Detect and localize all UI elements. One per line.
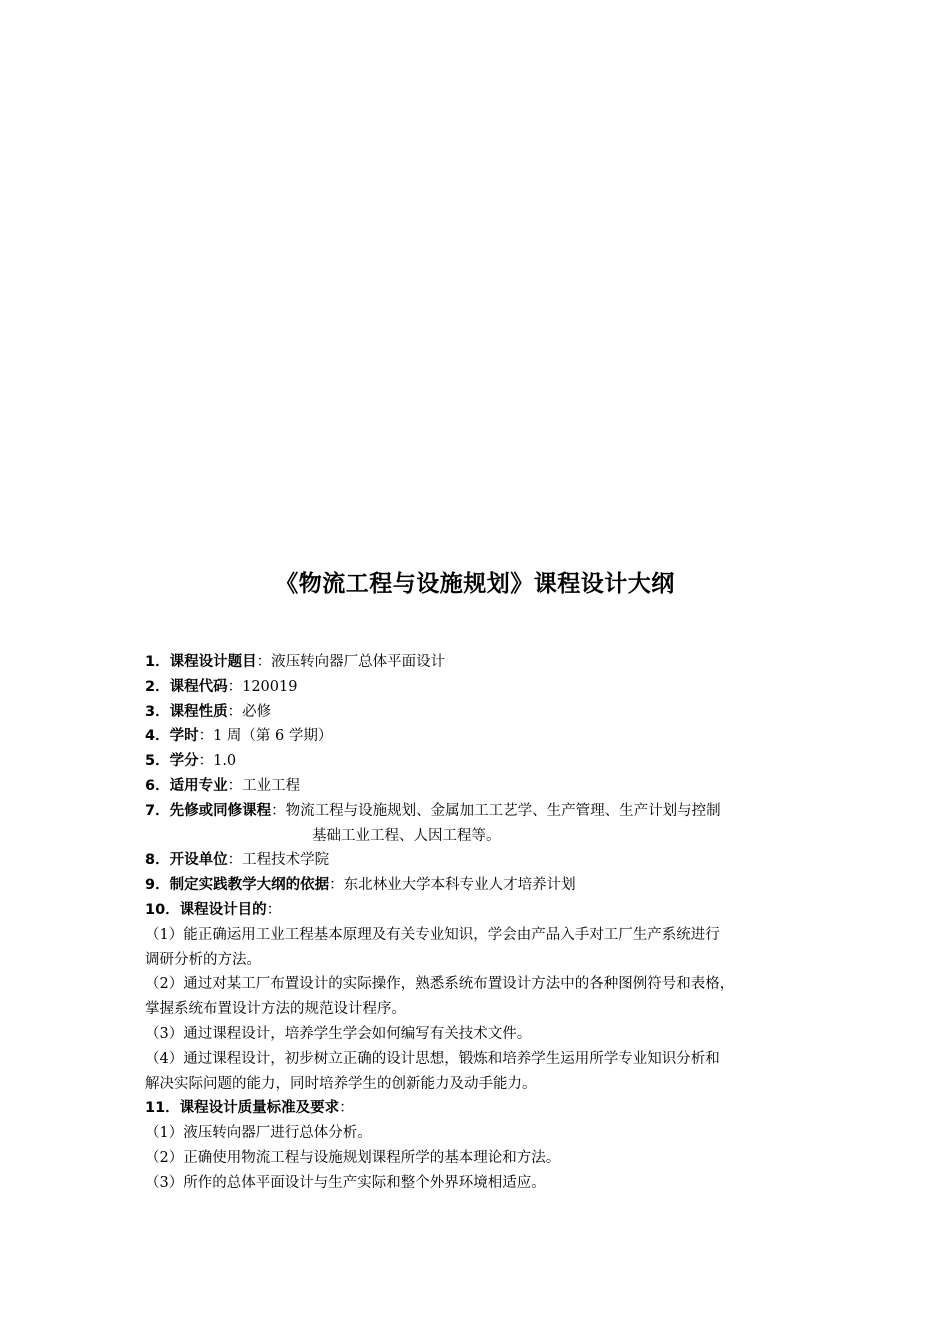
item-course-code (145, 675, 825, 700)
purpose-line: 掌握系统布置设计方法的规范设计程序。 (145, 1001, 406, 1018)
item-num: 9． (145, 877, 170, 894)
item-num: 6． (145, 777, 170, 794)
item-value: 1 周（第 6 学期） (213, 728, 333, 745)
item-sep: ： (227, 852, 243, 869)
purpose-line: （1）能正确运用工业工程基本原理及有关专业知识，学会由产品入手对工厂生产系统进行 (145, 926, 720, 943)
item-value: 物流工程与设施规划、金属加工工艺学、生产管理、生产计划与控制 (285, 802, 721, 819)
item-label: 适用专业 (169, 777, 228, 794)
item-label: 开设单位 (169, 852, 228, 869)
item-value: 1.0 (213, 753, 237, 770)
item-credits (145, 749, 825, 774)
requirement-line: （2）正确使用物流工程与设施规划课程所学的基本理论和方法。 (145, 1149, 561, 1166)
item-label: 课程性质 (169, 703, 228, 720)
item-course-topic (145, 650, 825, 675)
item-label: 学分 (169, 753, 199, 770)
item-value: 工程技术学院 (242, 852, 330, 869)
item-sep: ： (227, 703, 243, 720)
item-label: 课程设计题目 (169, 654, 257, 670)
item-prerequisites (145, 799, 825, 824)
item-label: 先修或同修课程 (169, 802, 272, 819)
item-sep: ： (227, 678, 243, 695)
section-heading-sep: ： (266, 901, 282, 918)
item-sep: ： (198, 753, 214, 770)
item-major (145, 774, 825, 799)
item-department (145, 848, 825, 873)
section-requirements-heading (145, 1096, 825, 1121)
item-label: 课程代码 (169, 678, 228, 695)
item-value: 液压转向器厂总体平面设计 (271, 654, 446, 670)
item-value: 120019 (242, 678, 298, 695)
section-heading-sep: ： (339, 1100, 354, 1117)
item-num: 7． (145, 802, 170, 819)
item-value: 东北林业大学本科专业人才培养计划 (343, 877, 576, 894)
document-body (145, 650, 825, 1196)
item-sep: ： (198, 728, 214, 745)
requirement-line: （3）所作的总体平面设计与生产实际和整个外界环境相适应。 (145, 1174, 546, 1191)
item-num: 1． (145, 654, 170, 670)
item-num: 3． (145, 703, 170, 720)
section-heading-text: 10．课程设计目的 (145, 901, 267, 918)
document-title: 《物流工程与设施规划》课程设计大纲 (275, 571, 675, 597)
item-course-nature (145, 700, 825, 725)
item-sep: ： (256, 654, 272, 670)
item-num: 4． (145, 728, 170, 745)
item-basis (145, 873, 825, 898)
item-num: 8． (145, 852, 170, 869)
item-sep: ： (271, 802, 286, 819)
item-prerequisites-continued: 基础工业工程、人因工程等。 (312, 827, 501, 844)
item-sep: ： (329, 877, 344, 894)
purpose-line: 解决实际问题的能力，同时培养学生的创新能力及动手能力。 (145, 1075, 537, 1092)
requirement-line: （1）液压转向器厂进行总体分析。 (145, 1125, 372, 1142)
purpose-line: （2）通过对某工厂布置设计的实际操作，熟悉系统布置设计方法中的各种图例符号和表格， (145, 976, 735, 993)
item-label: 制定实践教学大纲的依据 (169, 877, 330, 894)
item-num: 2． (145, 678, 170, 695)
item-num: 5． (145, 753, 170, 770)
section-purpose-heading (145, 898, 825, 923)
purpose-line: （4）通过课程设计，初步树立正确的设计思想，锻炼和培养学生运用所学专业知识分析和 (145, 1050, 720, 1067)
item-sep: ： (227, 777, 243, 794)
item-hours (145, 724, 825, 749)
purpose-line: （3）通过课程设计，培养学生学会如何编写有关技术文件。 (145, 1025, 532, 1042)
section-heading-text: 11．课程设计质量标准及要求 (145, 1100, 340, 1117)
item-label: 学时 (169, 728, 199, 745)
item-value: 必修 (242, 703, 272, 720)
purpose-line: 调研分析的方法。 (145, 951, 261, 968)
item-value: 工业工程 (242, 777, 301, 794)
